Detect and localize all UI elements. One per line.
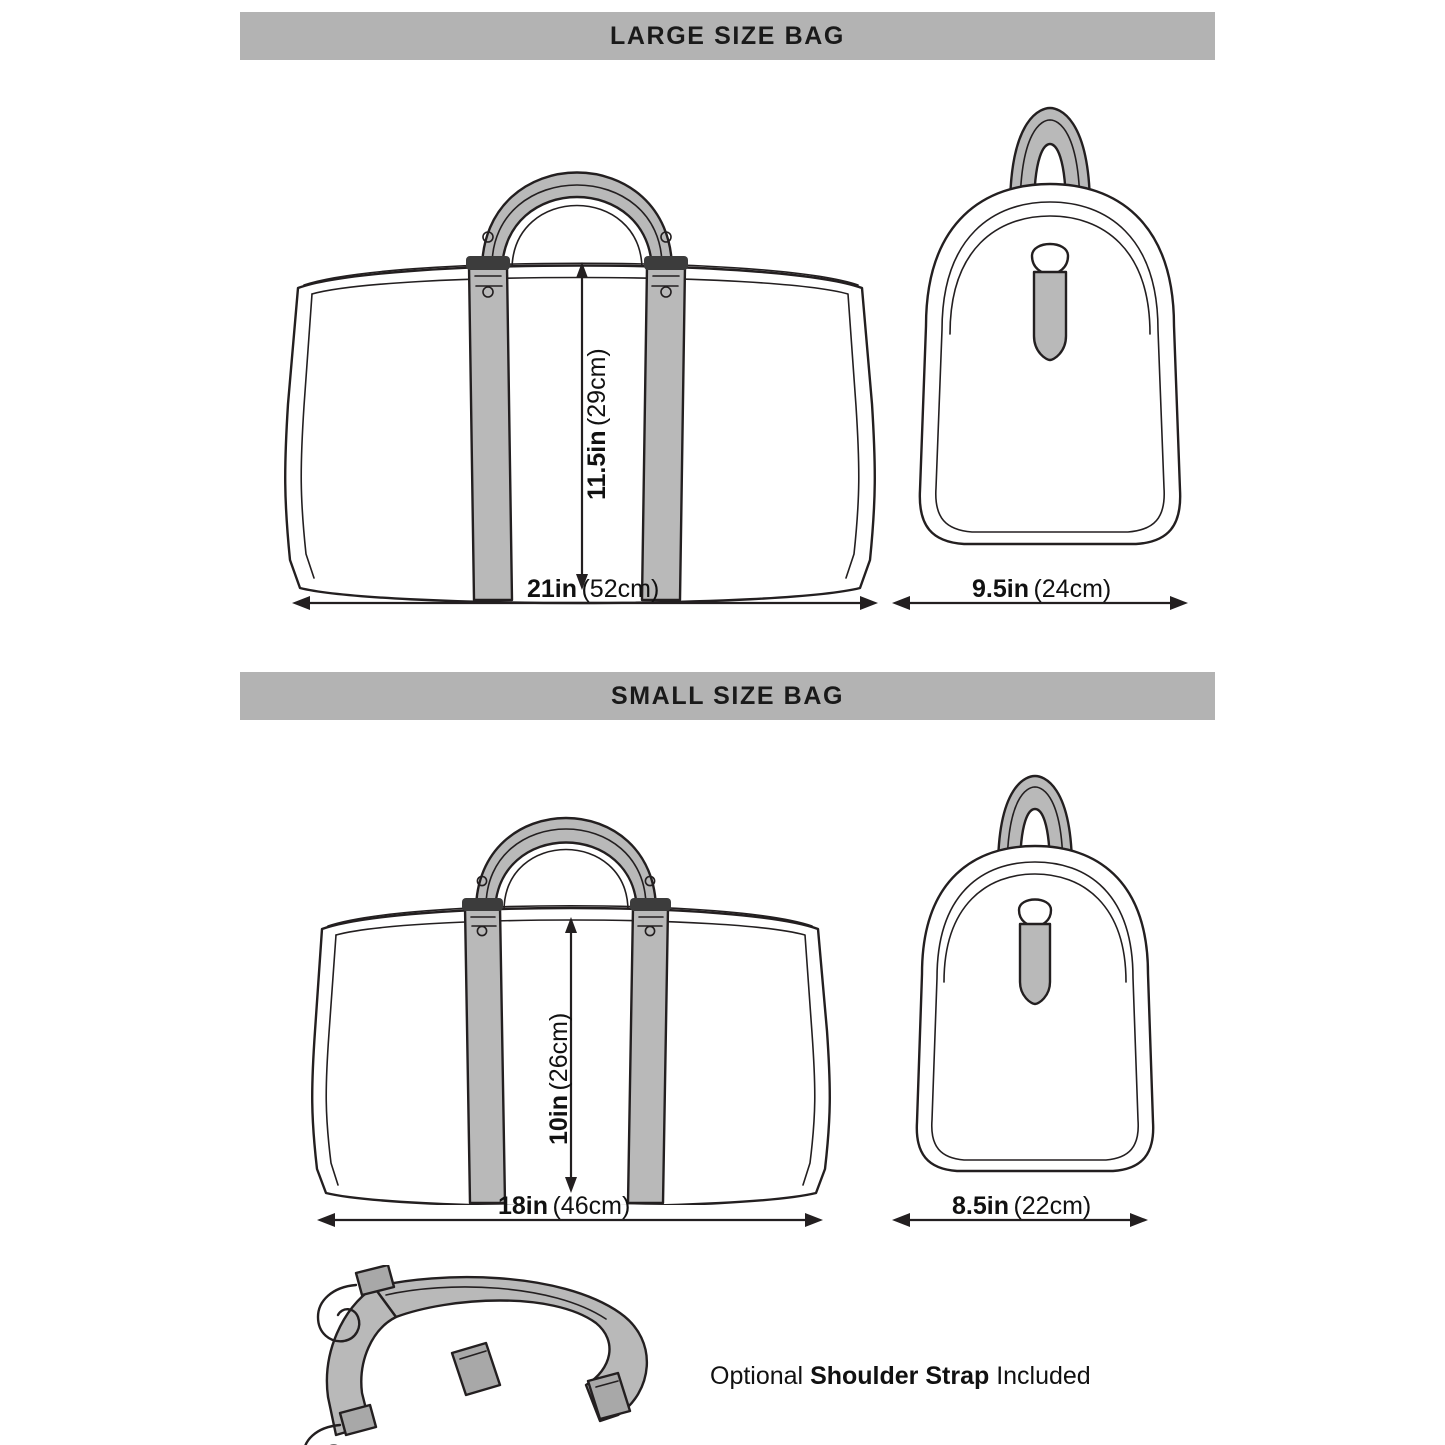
- width-label-large-side: 9.5in (24cm): [972, 575, 1112, 603]
- width-label-small-front: 18in (46cm): [498, 1192, 631, 1220]
- small-bag-side-illustration: [880, 760, 1190, 1200]
- section-title-large: LARGE SIZE BAG: [610, 21, 845, 50]
- width-label-large-front: 21in (52cm): [527, 575, 660, 603]
- width-label-small-side: 8.5in (22cm): [952, 1192, 1092, 1220]
- section-header-large: [240, 12, 1215, 60]
- shoulder-strap-illustration: [300, 1265, 690, 1445]
- height-label-large: 11.5in (29cm): [583, 348, 611, 500]
- large-bag-side-illustration: [880, 90, 1220, 590]
- note-after: Included: [989, 1362, 1091, 1390]
- note-bold: Shoulder Strap: [810, 1362, 990, 1390]
- strap-adjuster-slider-1: [452, 1343, 500, 1395]
- shoulder-strap-note: [710, 1362, 1091, 1391]
- bag-body-large-side: [920, 184, 1180, 544]
- section-title-small: SMALL SIZE BAG: [610, 681, 845, 710]
- note-before: Optional: [710, 1362, 811, 1390]
- section-header-small: [240, 672, 1215, 720]
- bag-body-large-front: [285, 263, 875, 603]
- large-bag-front-illustration: [260, 80, 900, 620]
- height-label-small: 10in (26cm): [545, 1012, 573, 1145]
- bag-body-small-side: [917, 846, 1153, 1171]
